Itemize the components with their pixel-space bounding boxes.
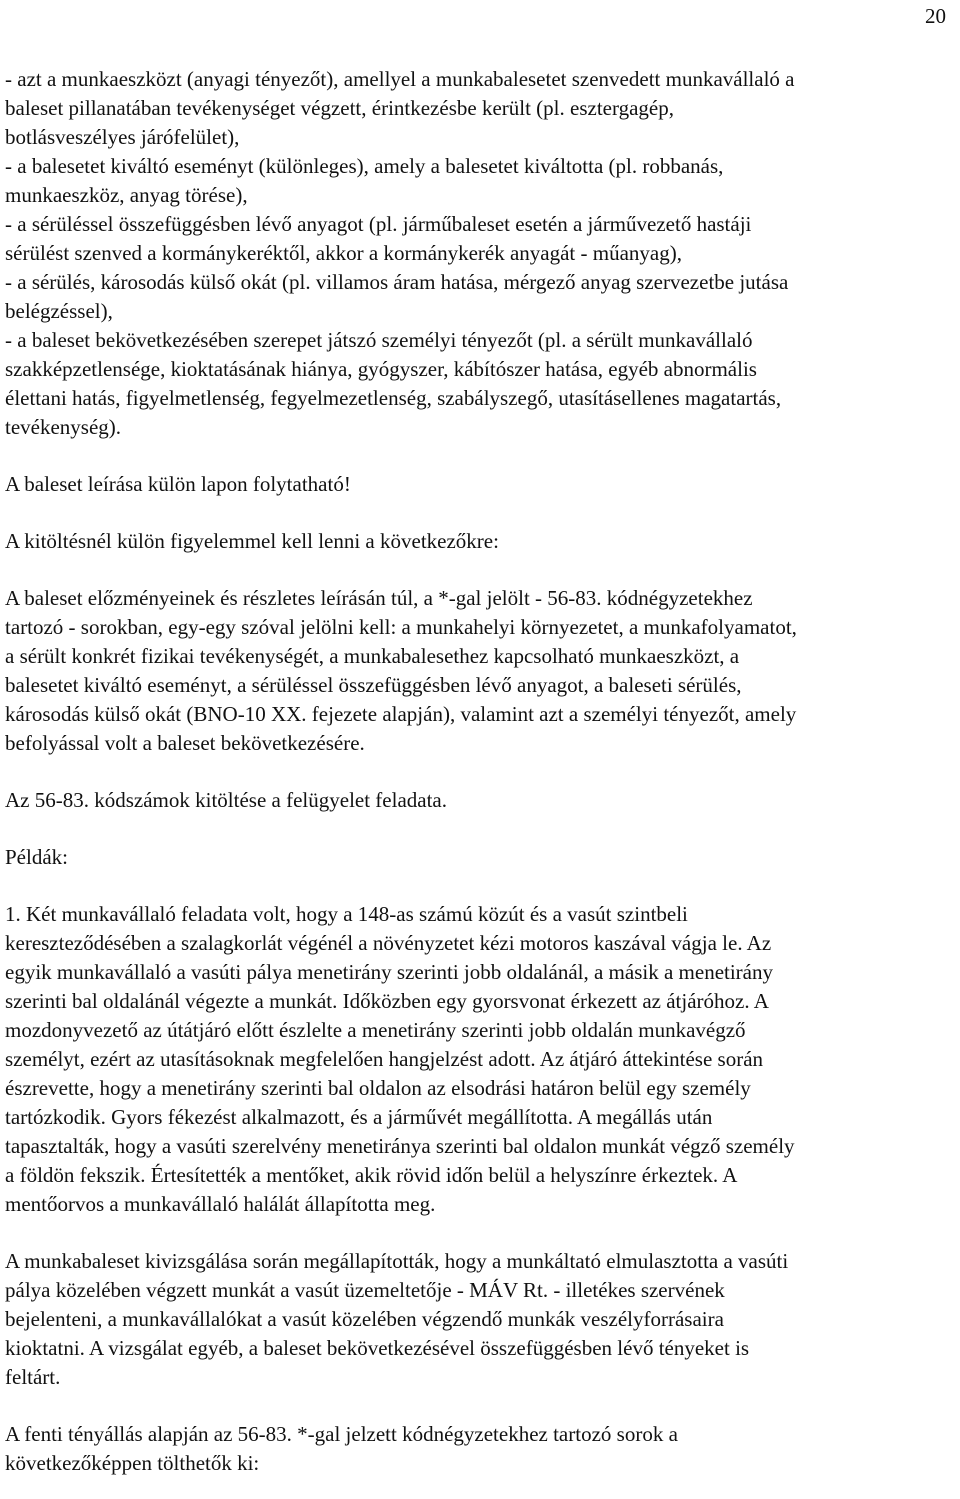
text-line: sérülést szenved a kormánykeréktől, akkor a kormánykerék anyagát - műanyag),: [5, 241, 682, 265]
text-line: A baleset leírása külön lapon folytatható!: [5, 472, 351, 496]
text-line: egyik munkavállaló a vasúti pálya menetirány szerinti jobb oldalánál, a másik a menetirány: [5, 960, 773, 984]
paragraph-final: [5, 1420, 955, 1478]
text-line: pálya közelében végzett munkát a vasút üzemeltetője - MÁV Rt. - illetékes szervének: [5, 1278, 725, 1302]
text-line: személyt, ezért az utasításoknak megfelelően hangjelzést adott. Az átjáró áttekintése során: [5, 1047, 764, 1071]
text-line: szerinti bal oldalánál végezte a munkát. Időközben egy gyorsvonat érkezett az átjáróhoz. A: [5, 989, 769, 1013]
text-line: - a balesetet kiváltó eseményt (különleges), amely a balesetet kiváltotta (pl. robbanás,: [5, 154, 724, 178]
text-line: - a baleset bekövetkezésében szerepet játszó személyi tényezőt (pl. a sérült munkavállaló: [5, 328, 753, 352]
list-item: [5, 268, 955, 326]
text-line: Az 56-83. kódszámok kitöltése a felügyelet feladata.: [5, 788, 448, 812]
text-line: élettani hatás, figyelmetlenség, fegyelmezetlenség, szabályszegő, utasításellenes magatartás,: [5, 386, 782, 410]
text-line: mentőorvos a munkavállaló halálát állapította meg.: [5, 1192, 436, 1216]
text-line: mozdonyvezető az útátjáró előtt észlelte a menetirány szerinti jobb oldalán munkavégző: [5, 1018, 746, 1042]
text-line: tartozó - sorokban, egy-egy szóval jelölni kell: a munkahelyi környezetet, a munkafolyamatot,: [5, 615, 797, 639]
text-line: balesetet kiváltó eseményt, a sérüléssel összefüggésben lévő anyagot, a baleseti sérülés,: [5, 673, 742, 697]
page-number: 20: [925, 4, 946, 28]
example-1: [5, 900, 955, 1219]
text-line: baleset pillanatában tevékenységet végzett, érintkezésbe került (pl. esztergagép,: [5, 96, 674, 120]
document-body: [5, 65, 955, 1478]
list-item: [5, 210, 955, 268]
list-item: [5, 65, 955, 152]
text-line: A fenti tényállás alapján az 56-83. *-gal jelzett kódnégyzetekhez tartozó sorok a: [5, 1422, 678, 1446]
note-continue: [5, 470, 955, 499]
text-line: tevékenység).: [5, 415, 122, 439]
text-line: észrevette, hogy a menetirány szerinti bal oldalon az elsodrási határon belül egy személy: [5, 1076, 751, 1100]
text-line: kereszteződésében a szalagkorlát végénél a növényzetet kézi motoros kaszával vágja le. Az: [5, 931, 772, 955]
text-line: szakképzetlensége, kioktatásának hiánya, gyógyszer, kábítószer hatása, egyéb abnormális: [5, 357, 757, 381]
text-line: feltárt.: [5, 1365, 61, 1389]
text-line: - a sérülés, károsodás külső okát (pl. villamos áram hatása, mérgező anyag szervezetbe jutása: [5, 270, 789, 294]
text-line: károsodás külső okát (BNO-10 XX. fejezete alapján), valamint azt a személyi tényezőt, amely: [5, 702, 797, 726]
text-line: botlásveszélyes járófelület),: [5, 125, 240, 149]
note-attention: [5, 527, 955, 556]
text-line: Példák:: [5, 845, 68, 869]
text-line: belégzéssel),: [5, 299, 113, 323]
text-line: A munkabaleset kivizsgálása során megállapították, hogy a munkáltató elmulasztotta a vasúti: [5, 1249, 789, 1273]
paragraph-supervision: [5, 786, 955, 815]
text-line: bejelenteni, a munkavállalókat a vasút közelében végzendő munkák veszélyforrásaira: [5, 1307, 724, 1331]
text-line: következőképpen tölthetők ki:: [5, 1451, 260, 1475]
paragraph-codes: [5, 584, 955, 758]
text-line: 1. Két munkavállaló feladata volt, hogy a 148-as számú közút és a vasút szintbeli: [5, 902, 688, 926]
examples-heading: [5, 843, 955, 872]
text-line: munkaeszköz, anyag törése),: [5, 183, 248, 207]
text-line: tapasztalták, hogy a vasúti szerelvény menetiránya szerinti bal oldalon munkát végző személy: [5, 1134, 795, 1158]
text-line: befolyással volt a baleset bekövetkezésére.: [5, 731, 365, 755]
list-item: [5, 326, 955, 442]
paragraph-investigation: [5, 1247, 955, 1392]
text-line: A kitöltésnél külön figyelemmel kell lenni a következőkre:: [5, 529, 499, 553]
text-line: a földön fekszik. Értesítették a mentőket, akik rövid időn belül a helyszínre érkeztek. A: [5, 1163, 738, 1187]
text-line: kioktatni. A vizsgálat egyéb, a baleset bekövetkezésével összefüggésben lévő tényeket is: [5, 1336, 750, 1360]
text-line: tartózkodik. Gyors fékezést alkalmazott, és a járművét megállította. A megállás után: [5, 1105, 713, 1129]
intro-list: [5, 65, 955, 442]
text-line: - a sérüléssel összefüggésben lévő anyagot (pl. járműbaleset esetén a járművezető hastáji: [5, 212, 752, 236]
text-line: A baleset előzményeinek és részletes leírásán túl, a *-gal jelölt - 56-83. kódnégyzetekhez: [5, 586, 753, 610]
text-line: a sérült konkrét fizikai tevékenységét, a munkabalesethez kapcsolható munkaeszközt, a: [5, 644, 740, 668]
list-item: [5, 152, 955, 210]
text-line: - azt a munkaeszközt (anyagi tényezőt), amellyel a munkabalesetet szenvedett munkavállaló a: [5, 67, 795, 91]
